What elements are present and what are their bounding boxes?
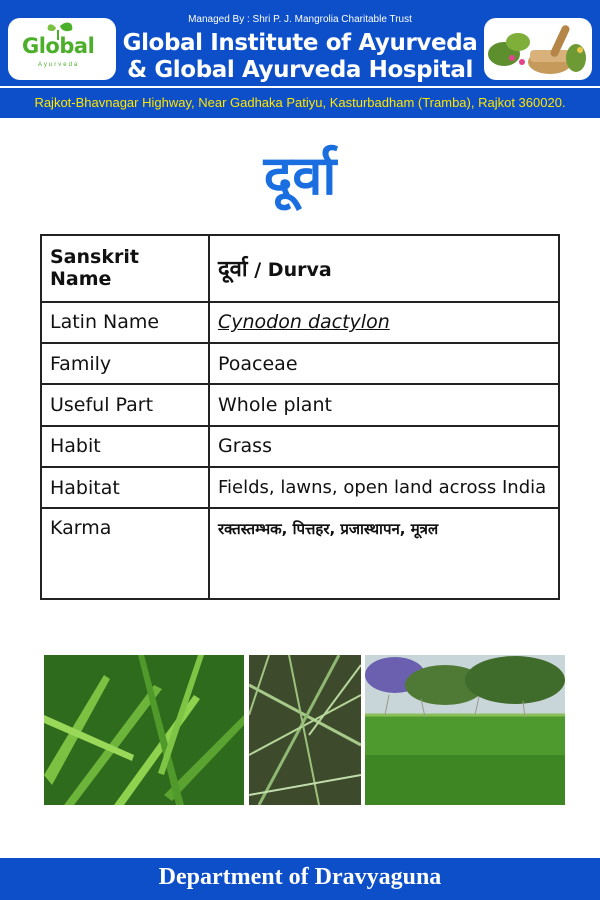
hospital-title: & Global Ayurveda Hospital [127,57,473,83]
latin-name-value [209,302,559,343]
table-row [41,467,559,508]
table-row [41,426,559,467]
herbs-mortar-image [484,18,592,80]
plant-info-table [40,234,560,600]
family-value: Poaceae [209,343,559,384]
karma-text: रक्तस्तम्भक, पित्तहर, प्रजास्थापन, मूत्रल [218,520,439,539]
sanskrit-label: Sanskrit Name [41,235,209,302]
table-row [41,508,559,599]
useful-part-value: Whole plant [209,384,559,425]
habitat-value: Fields, lawns, open land across India [209,467,559,508]
table-row [41,302,559,343]
habit-label: Habit [41,426,209,467]
header-banner [0,0,600,86]
sanskrit-roman: Durva [267,259,332,282]
footer-banner [0,858,600,900]
habitat-label: Habitat [41,467,209,508]
sanskrit-value [209,235,559,302]
family-label: Family [41,343,209,384]
department-name: Department of Dravyaguna [158,864,442,890]
table-row [41,343,559,384]
table-row [41,235,559,302]
managed-by-text: Managed By : Shri P. J. Mangrolia Charitable Trust [188,14,412,25]
sanskrit-devanagari: दूर्वा [218,257,248,283]
photo-strip [44,655,565,805]
logo-subtext: Ayurveda [38,62,80,68]
grass-closeup-photo [44,655,244,805]
grass-stolon-photo [249,655,361,805]
karma-label: Karma [41,508,209,599]
useful-part-label: Useful Part [41,384,209,425]
address-text: Rajkot-Bhavnagar Highway, Near Gadhaka Patiyu, Kasturbadham (Tramba), Rajkot 360020. [34,95,566,110]
sanskrit-separator: / [247,259,268,282]
grass-field-photo [365,655,565,805]
latin-name-label: Latin Name [41,302,209,343]
latin-name-text: Cynodon dactylon [218,311,390,334]
table-row [41,384,559,425]
karma-value [209,508,559,599]
plant-title: दूर्वा [263,144,337,207]
institute-title: Global Institute of Ayurveda [122,30,478,56]
address-bar [0,86,600,118]
logo-text: Global [22,34,95,58]
habit-value: Grass [209,426,559,467]
